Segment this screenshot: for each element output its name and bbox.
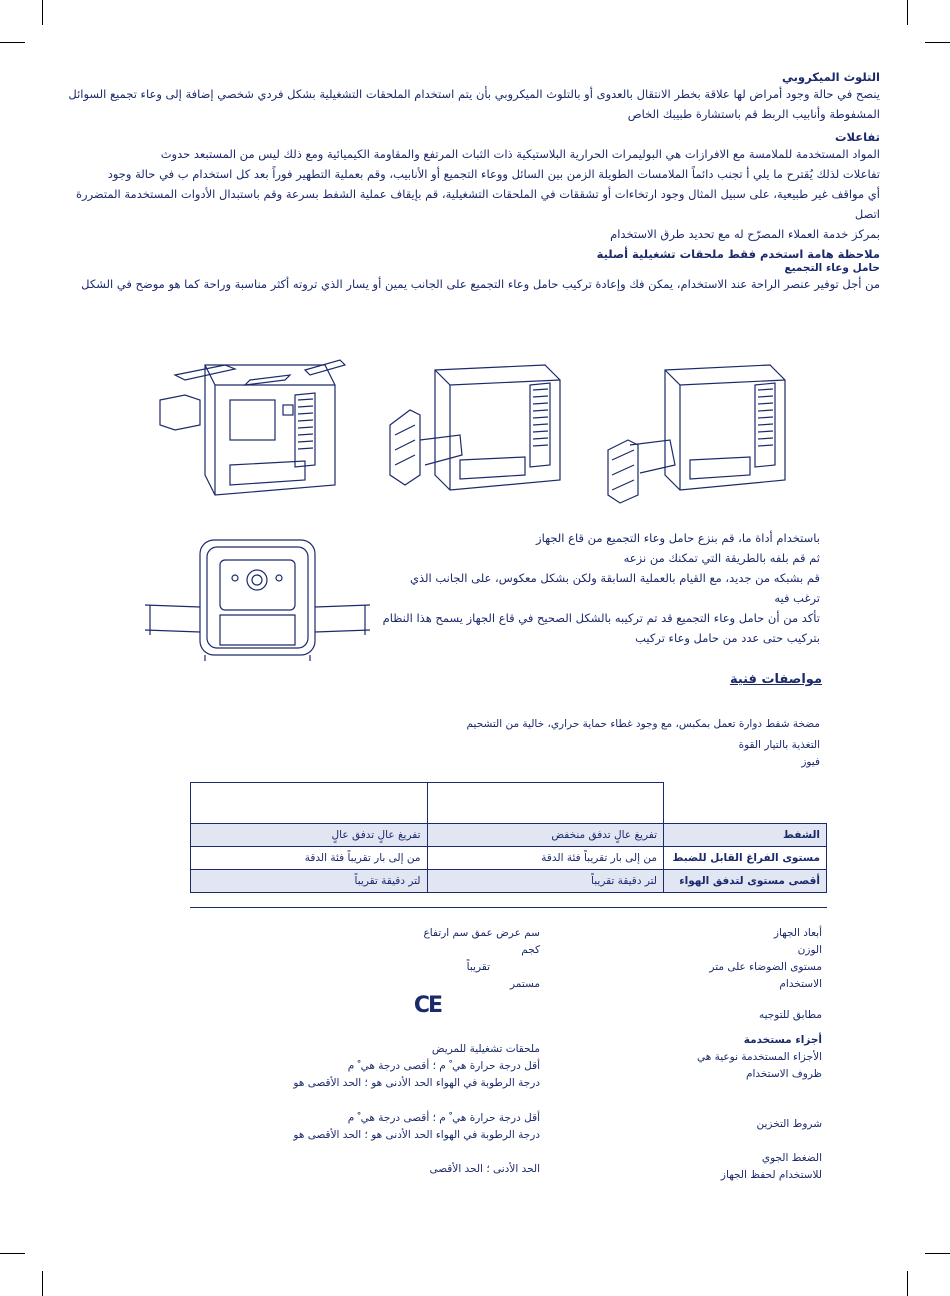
- details-labels: [640, 925, 822, 1184]
- weight-value: كجم: [521, 944, 540, 956]
- table-header-cell: [191, 783, 428, 824]
- spacer: [220, 1092, 540, 1110]
- row-cell: تفريغ عالٍ تدفق منخفض: [427, 824, 664, 847]
- fuse-line: فيوز: [801, 756, 820, 768]
- instruction-line: ترغب فيه: [774, 591, 820, 605]
- operating-humidity: درجة الرطوبة في الهواء الحد الأدنى هو ؛ الحد الأقصى هو: [293, 1077, 540, 1089]
- storage-temp: أقل درجة حرارة هي ْ م ؛ أقصى درجة هي ْ م: [347, 1112, 540, 1124]
- table-row: [191, 870, 827, 893]
- dimensions-value: سم عرض عمق سم ارتفاع: [423, 927, 540, 939]
- row-cell: من إلى بار تقريباً فئة الدقة: [427, 847, 664, 870]
- holder-heading: حامل وعاء التجميع: [784, 262, 880, 274]
- crop-mark: [907, 0, 908, 25]
- pressure-sub: للاستخدام لحفظ الجهاز: [720, 1169, 822, 1181]
- row-label: الشفط: [664, 824, 827, 847]
- pressure-label: الضغط الجوي: [761, 1152, 822, 1164]
- row-cell: من إلى بار تقريباً فئة الدقة: [191, 847, 428, 870]
- micro-section: [60, 70, 880, 124]
- holder-section: [60, 262, 880, 294]
- interactions-line: المواد المستخدمة للملامسة مع الافرازات هي البوليمرات الحرارية البلاستيكية ذات الثبات المرتفع والمقاومة الكيميائية ومع ذلك ليس من المستبعد حدوث: [160, 147, 880, 161]
- noise-value: تقريباً: [466, 961, 490, 973]
- ce-mark: CE: [413, 993, 442, 1018]
- row-cell: تفريغ عالٍ تدفق عالٍ: [191, 824, 428, 847]
- interactions-line: أي مواقف غير طبيعية، على سبيل المثال وجود ارتخاءات أو تشققات في الملحقات التشغيلية، قم بإيقاف عملية الشفط بسرعة وقم باستبدال الأدوات المستخدمة المتضررة اتصل: [76, 187, 880, 221]
- crop-mark: [0, 1253, 25, 1254]
- specs-heading-text: مواصفات فنية: [729, 672, 822, 687]
- noise-label: مستوى الضوضاء على متر: [709, 961, 822, 973]
- pump-line: مضخة شفط دوارة تعمل بمكبس، مع وجود غطاء حماية حراري، خالية من التشحيم: [466, 718, 820, 730]
- storage-label: شروط التخزين: [756, 1118, 822, 1130]
- spec-table: [190, 782, 827, 893]
- table-row: [191, 847, 827, 870]
- row-label: مستوى الفراغ القابل للضبط: [664, 847, 827, 870]
- crop-mark: [925, 1253, 950, 1254]
- instruction-line: ثم قم بلفه بالطريقة التي تمكنك من نزعه: [623, 551, 820, 565]
- usage-value: مستمر: [509, 978, 540, 990]
- interactions-line: تفاعلات لذلك يُقترح ما يلي أ تجنب دائماً الملامسات الطويلة الزمن بين السائل ووعاء التجميع أو الأنابيب، وقم بعملية التطهير فوراً بعد كل استخدام ب في حالة وجود: [107, 167, 880, 181]
- interactions-heading: تفاعلات: [834, 130, 880, 144]
- operating-label: ظروف الاستخدام: [745, 1068, 822, 1080]
- interactions-section: [60, 130, 880, 264]
- pressure-value: الحد الأدنى ؛ الحد الأقصى: [429, 1163, 540, 1175]
- table-header-row: [191, 783, 827, 824]
- crop-mark: [925, 42, 950, 43]
- micro-line: ينصح في حالة وجود أمراض لها علاقة بخطر الانتقال بالعدوى أو بالتلوث الميكروبي بأن يتم استخدام الملحقات التشغيلية بشكل فردي شخصي إضافة إلى وعاء تجميع السوائل: [68, 87, 880, 101]
- table-row: [191, 824, 827, 847]
- instruction-line: بتركيب حتى عدد من حامل وعاء تركيب: [635, 631, 820, 645]
- instruction-line: تأكد من أن حامل وعاء التجميع قد تم تركيبه بالشكل الصحيح في قاع الجهاز يسمح هذا النظام: [382, 611, 820, 625]
- details-values: [220, 925, 540, 1178]
- directive-label: مطابق للتوجيه: [758, 1009, 822, 1021]
- instruction-line: باستخدام أداة ما، قم بنزع حامل وعاء التجميع من قاع الجهاز: [536, 531, 820, 545]
- row-label: أقصى مستوى لتدفق الهواء: [664, 870, 827, 893]
- applied-heading: أجزاء مستخدمة: [743, 1034, 822, 1046]
- instruction-line: قم بشبكه من جديد، مع القيام بالعملية السابقة ولكن بشكل معكوس، على الجانب الذي: [409, 571, 820, 585]
- row-cell: لتر دقيقة تقريباً: [427, 870, 664, 893]
- device-illustration-step1: [155, 355, 365, 505]
- applied-label: الأجزاء المستخدمة نوعية هي: [696, 1051, 822, 1063]
- holder-line: من أجل توفير عنصر الراحة عند الاستخدام، يمكن فك وإعادة تركيب حامل وعاء التجميع على الجانب يمين أو يسار الذي تروته أكثر مناسبة وراحة كما هو موضح في الشكل: [81, 277, 880, 291]
- operating-temp: أقل درجة حرارة هي ْ م ؛ أقصى درجة هي ْ م: [347, 1060, 540, 1072]
- specs-heading: [600, 668, 822, 687]
- interactions-line: بمركز خدمة العملاء المصرّح له مع تحديد طرق الاستخدام: [610, 227, 880, 241]
- crop-mark: [0, 42, 25, 43]
- storage-humidity: درجة الرطوبة في الهواء الحد الأدنى هو ؛ الحد الأقصى هو: [293, 1129, 540, 1141]
- crop-mark: [907, 1271, 908, 1296]
- specs-block: [400, 716, 820, 771]
- spacer: [220, 1019, 540, 1041]
- table-header-cell: [427, 783, 664, 824]
- dimensions-label: أبعاد الجهاز: [773, 927, 822, 939]
- device-illustration-step2: [380, 355, 575, 505]
- crop-mark: [42, 1271, 43, 1296]
- device-illustration-step3: [600, 355, 800, 505]
- important-note: ملاحظة هامة استخدم فقط ملحقات تشغيلية أصلية: [596, 247, 880, 261]
- spacer: [220, 1144, 540, 1161]
- micro-heading: التلوث الميكروبي: [781, 70, 880, 84]
- table-header-empty: [664, 783, 827, 824]
- crop-mark: [42, 0, 43, 25]
- device-front-illustration: [145, 535, 370, 665]
- micro-line: المشفوطة وأنابيب الربط قم باستشارة طبيبك الخاص: [627, 107, 880, 121]
- row-cell: لتر دقيقة تقريباً: [191, 870, 428, 893]
- weight-label: الوزن: [797, 944, 822, 956]
- usage-label: الاستخدام: [779, 978, 822, 990]
- table-divider: [190, 907, 827, 908]
- power-line: التغذية بالتيار القوة: [738, 739, 820, 751]
- instructions: [380, 528, 820, 648]
- applied-value: ملحقات تشغيلية للمريض: [431, 1043, 540, 1055]
